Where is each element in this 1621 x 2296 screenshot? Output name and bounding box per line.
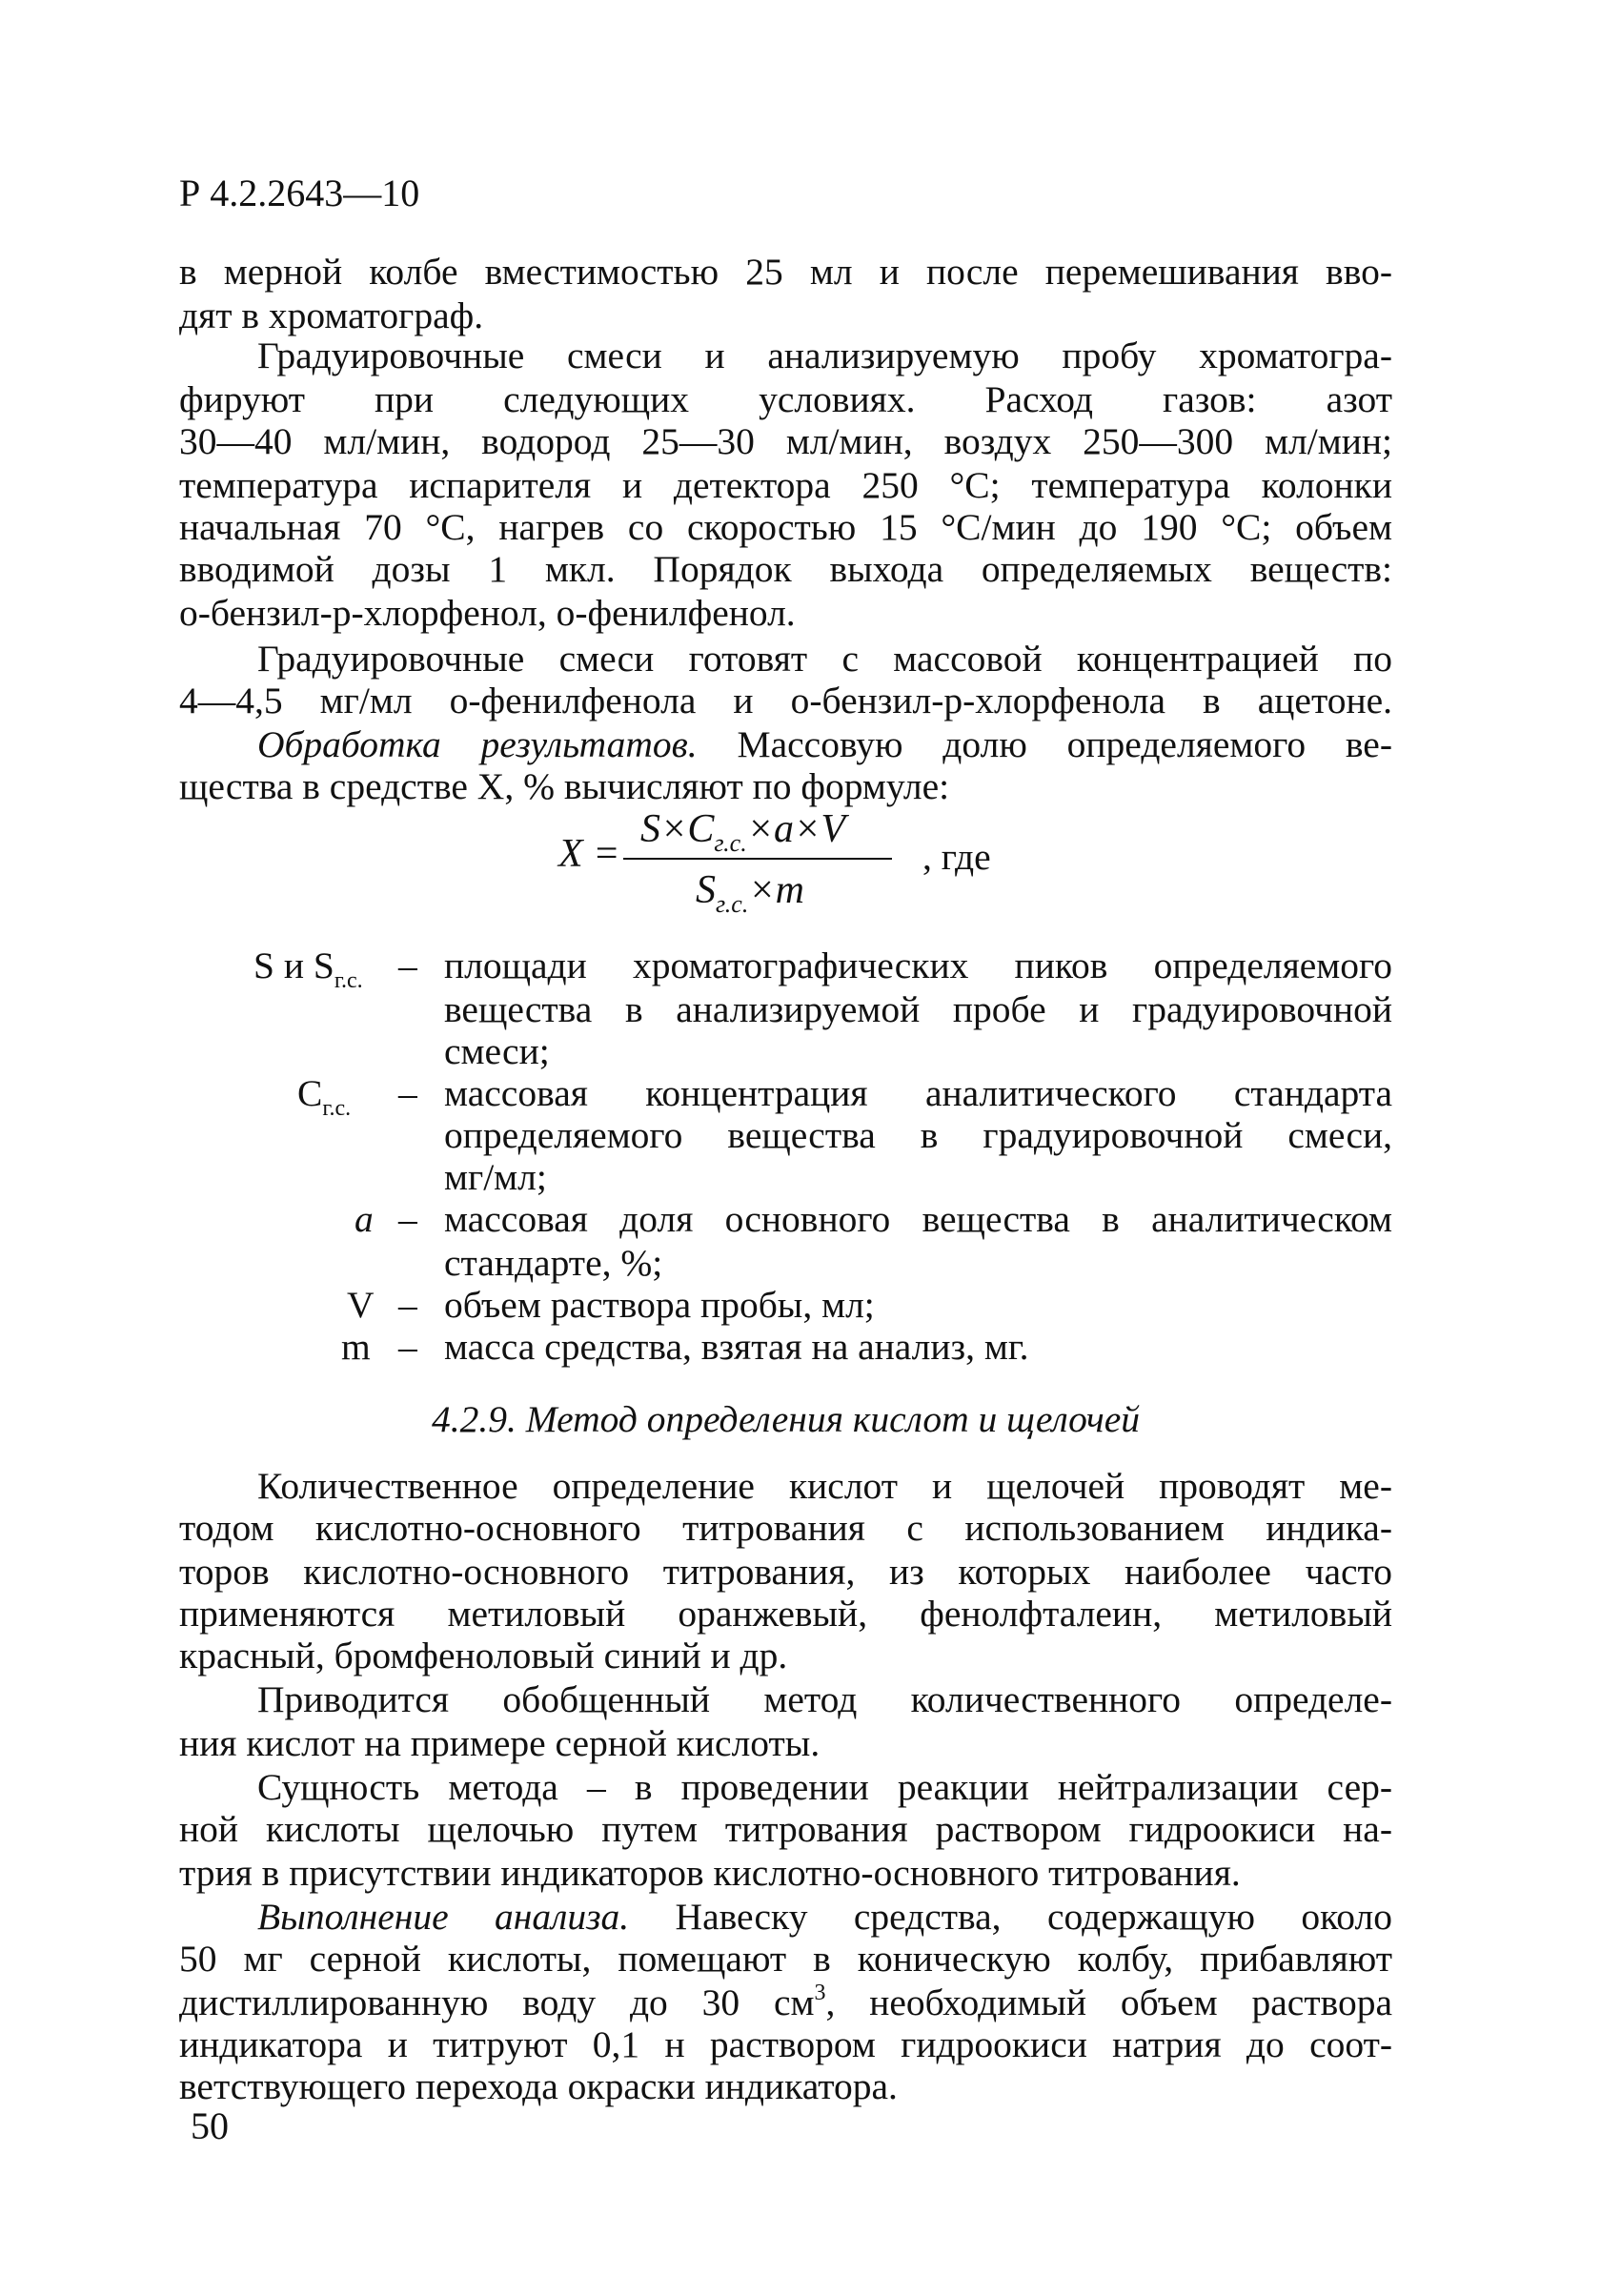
paragraph-line: ной кислоты щелочью путем титрования раствором гидроокиси на- [179, 1808, 1392, 1850]
definition-dash: – [398, 945, 417, 986]
paragraph-line: вводимой дозы 1 мкл. Порядок выхода определяемых веществ: [179, 548, 1392, 590]
definition-dash: – [398, 1326, 417, 1368]
paragraph-line: Выполнение анализа. Навеску средства, содержащую около [257, 1896, 1393, 1938]
paragraph-line: красный, бромфеноловый синий и др. [179, 1635, 788, 1676]
paragraph-line: ветствующего перехода окраски индикатора. [179, 2065, 898, 2107]
paragraph-line: фируют при следующих условиях. Расход газов: азот [179, 378, 1392, 420]
definition-line: определяемого вещества в градуировочной смеси, [444, 1114, 1392, 1156]
formula-lhs: X = [558, 832, 620, 876]
paragraph-line: применяются метиловый оранжевый, фенолфталеин, метиловый [179, 1593, 1392, 1635]
paragraph-line: о-бензил-р-хлорфенол, о-фенилфенол. [179, 592, 796, 634]
paragraph-line: Количественное определение кислот и щелочей проводят ме- [257, 1465, 1392, 1507]
paragraph-line: 4—4,5 мг/мл о-фенилфенола и о-бензил-р-хлорфенола в ацетоне. [179, 680, 1392, 721]
document-code-header: Р 4.2.2643—10 [179, 172, 420, 214]
definition-term: $C_{г.с.}$ [297, 1072, 352, 1121]
paragraph-line: Приводится обобщенный метод количественного определе- [257, 1678, 1392, 1720]
paragraph-line: в мерной колбе вместимостью 25 мл и после перемешивания вво- [179, 251, 1392, 293]
paragraph-line: тодом кислотно-основного титрования с использованием индика- [179, 1507, 1392, 1549]
paragraph-line: 30—40 мл/мин, водород 25—30 мл/мин, воздух 250—300 мл/мин; [179, 420, 1392, 462]
paragraph-line: дят в хроматограф. [179, 295, 484, 336]
definition-line: вещества в анализируемой пробе и градуировочной [444, 988, 1392, 1030]
paragraph-line: щества в средстве Х, % вычисляют по формуле: [179, 765, 950, 807]
definition-line: площади хроматографических пиков определяемого [444, 945, 1392, 986]
italic-lead: Обработка результатов. [257, 723, 698, 765]
definition-term: a [355, 1198, 374, 1240]
paragraph-line: Обработка результатов. Массовую долю определяемого ве- [257, 723, 1392, 765]
definition-dash: – [398, 1072, 417, 1114]
definition-line: объем раствора пробы, мл; [444, 1284, 875, 1326]
fraction-bar [623, 858, 892, 860]
page-number: 50 [191, 2104, 229, 2147]
paragraph-line: ния кислот на примере серной кислоты. [179, 1722, 821, 1764]
section-title: 4.2.9. Метод определения кислот и щелочей [432, 1398, 1140, 1440]
paragraph-line: торов кислотно-основного титрования, из которых наиболее часто [179, 1551, 1392, 1593]
paragraph-line: индикатора и титруют 0,1 н раствором гидроокиси натрия до соот- [179, 2023, 1392, 2065]
definition-term: V [347, 1284, 375, 1326]
paragraph-line: Градуировочные смеси готовят с массовой концентрацией по [257, 638, 1392, 680]
definition-dash: – [398, 1284, 417, 1326]
definition-line: массовая концентрация аналитического стандарта [444, 1072, 1392, 1114]
paragraph-line: температура испарителя и детектора 250 °С; температура колонки [179, 464, 1392, 506]
definition-line: массовая доля основного вещества в аналитическом [444, 1198, 1392, 1240]
paragraph-line: Сущность метода – в проведении реакции нейтрализации сер- [257, 1766, 1392, 1808]
formula-numerator: $S\times C_{г.с.}\times a\times V$ [640, 807, 846, 857]
definition-term: S и $S_{г.с.}$ [253, 945, 363, 993]
italic-lead: Выполнение анализа. [257, 1896, 630, 1938]
definition-line: стандарте, %; [444, 1242, 663, 1284]
definition-line: масса средства, взятая на анализ, мг. [444, 1326, 1029, 1368]
paragraph-line: 50 мг серной кислоты, помещают в коническую колбу, прибавляют [179, 1938, 1392, 1980]
paragraph-line: начальная 70 °С, нагрев со скоростью 15 °С/мин до 190 °С; объем [179, 506, 1392, 548]
definition-line: смеси; [444, 1030, 550, 1072]
definition-line: мг/мл; [444, 1156, 547, 1198]
paragraph-line: трия в присутствии индикаторов кислотно-основного титрования. [179, 1852, 1241, 1894]
paragraph-line: Градуировочные смеси и анализируемую пробу хроматогра- [257, 335, 1392, 376]
definition-dash: – [398, 1198, 417, 1240]
formula-denominator: $S_{г.с.}\times m$ [696, 868, 805, 918]
definition-term: m [341, 1326, 371, 1368]
formula-suffix: , где [922, 836, 991, 878]
paragraph-line: дистиллированную воду до 30 $см^3$, необходимый объем раствора [179, 1981, 1392, 2023]
